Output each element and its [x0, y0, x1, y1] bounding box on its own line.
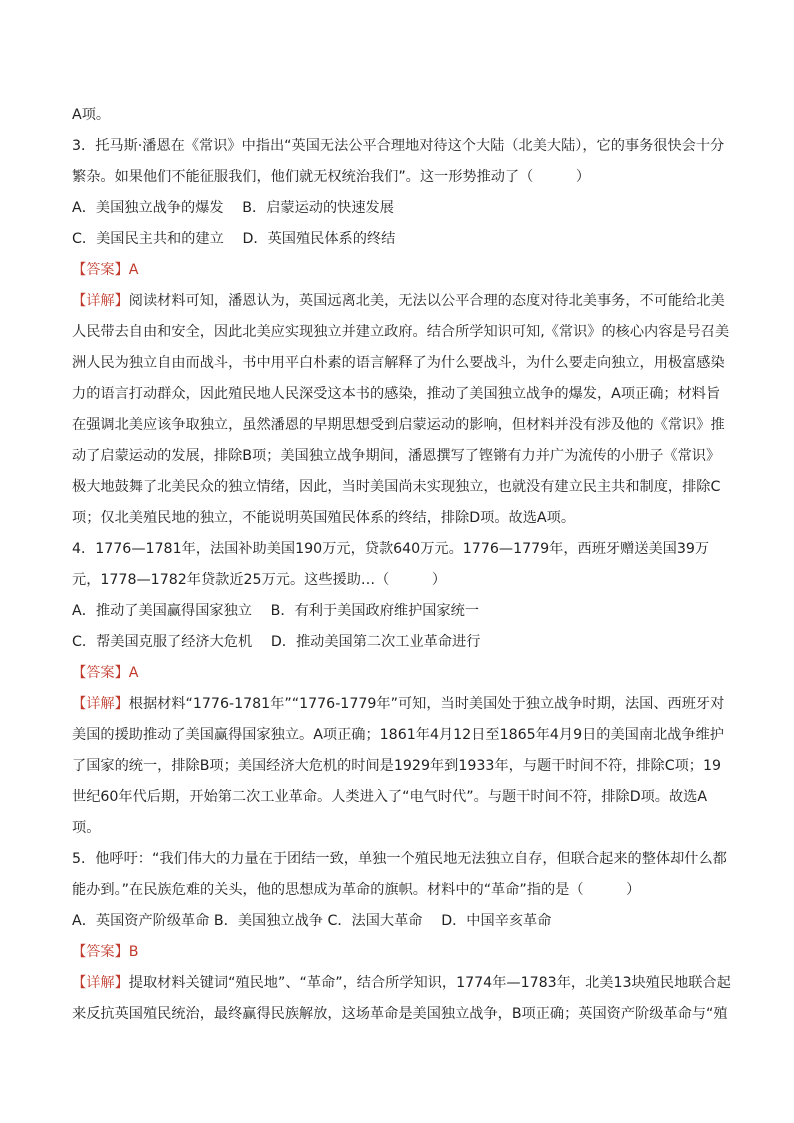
answer-value: A: [128, 665, 139, 681]
question-4-options-cd: C．帮美国克服了经济大危机 D．推动美国第二次工业革命进行: [72, 634, 481, 650]
explanation-label: 【详解】: [72, 975, 129, 991]
previous-answer-tail: A项。: [72, 107, 111, 123]
explanation-text: 提取材料关键词“殖民地”、“革命”，结合所学知识，1774年—1783年，北美13块殖民地联合起来反抗英国殖民统治，最终赢得民族解放，这场革命是美国独立战争，B项正确；英国资产阶级革命与“殖: [72, 975, 731, 1022]
answer-label: 【答案】: [72, 665, 129, 681]
question-3-answer: [72, 255, 732, 286]
question-5-options: A．英国资产阶级革命 B．美国独立战争 C．法国大革命 D．中国辛亥革命: [72, 913, 552, 929]
question-3-options-cd: C．美国民主共和的建立 D．英国殖民体系的终结: [72, 231, 396, 247]
explanation-text: 根据材料“1776-1781年”“1776-1779年”可知，当时美国处于独立战争时期，法国、西班牙对美国的援助推动了美国赢得国家独立。A项正确；1861年4月12日至1865年4月9日的美国南北战争维护了国家的统一，排除B项；美国经济大危机的时间是1929年到1933年，与题干时间不符，排除C项；19世纪60年代后期，开始第二次工业革命。人类进入了“电气时代”。与题干时间不符，排除D项。故选A项。: [72, 696, 725, 836]
question-5-stem: 5．他呼吁：“我们伟大的力量在于团结一致，单独一个殖民地无法独立自存，但联合起来的整体却什么都能办到。”在民族危难的关头，他的思想成为革命的旗帜。材料中的“革命”指的是（ ）: [72, 851, 727, 898]
explanation-label: 【详解】: [72, 293, 129, 309]
question-4-options-ab: A．推动了美国赢得国家独立 B．有利于美国政府维护国家统一: [72, 603, 480, 619]
question-3-explanation: [72, 286, 732, 534]
question-5-explanation: [72, 968, 732, 1030]
question-3-options-ab: A．美国独立战争的爆发 B．启蒙运动的快速发展: [72, 200, 394, 216]
question-3-stem: 3．托马斯·潘恩在《常识》中指出“英国无法公平合理地对待这个大陆（北美大陆），它的事务很快会十分繁杂。如果他们不能征服我们，他们就无权统治我们”。这一形势推动了（ ）: [72, 138, 725, 185]
question-5-answer: [72, 937, 732, 968]
question-4-explanation: [72, 689, 732, 844]
question-4-stem: 4．1776—1781年，法国补助美国190万元，贷款640万元。1776—1779年，西班牙赠送美国39万元，1778—1782年贷款近25万元。这些援助…（ ）: [72, 541, 710, 588]
explanation-text: 阅读材料可知，潘恩认为，英国远离北美，无法以公平合理的态度对待北美事务，不可能给北美人民带去自由和安全，因此北美应实现独立并建立政府。结合所学知识可知,《常识》的核心内容是号召美洲人民为独立自由而战斗，书中用平白朴素的语言解释了为什么要战斗，为什么要走向独立，用极富感染力的语言打动群众，因此殖民地人民深受这本书的感染，推动了美国独立战争的爆发，A项正确；材料旨在强调北美应该争取独立，虽然潘恩的早期思想受到启蒙运动的影响，但材料并没有涉及他的《常识》推动了启蒙运动的发展，排除B项；美国独立战争期间，潘恩撰写了铿锵有力并广为流传的小册子《常识》极大地鼓舞了北美民众的独立情绪，因此，当时美国尚未实现独立，也就没有建立民主共和制度，排除C项；仅北美殖民地的独立，不能说明英国殖民体系的终结，排除D项。故选A项。: [72, 293, 730, 526]
answer-value: A: [128, 262, 139, 278]
answer-label: 【答案】: [72, 944, 129, 960]
question-4-answer: [72, 658, 732, 689]
answer-value: B: [128, 944, 139, 960]
explanation-label: 【详解】: [72, 696, 129, 712]
answer-label: 【答案】: [72, 262, 129, 278]
document-body: [72, 100, 732, 1030]
